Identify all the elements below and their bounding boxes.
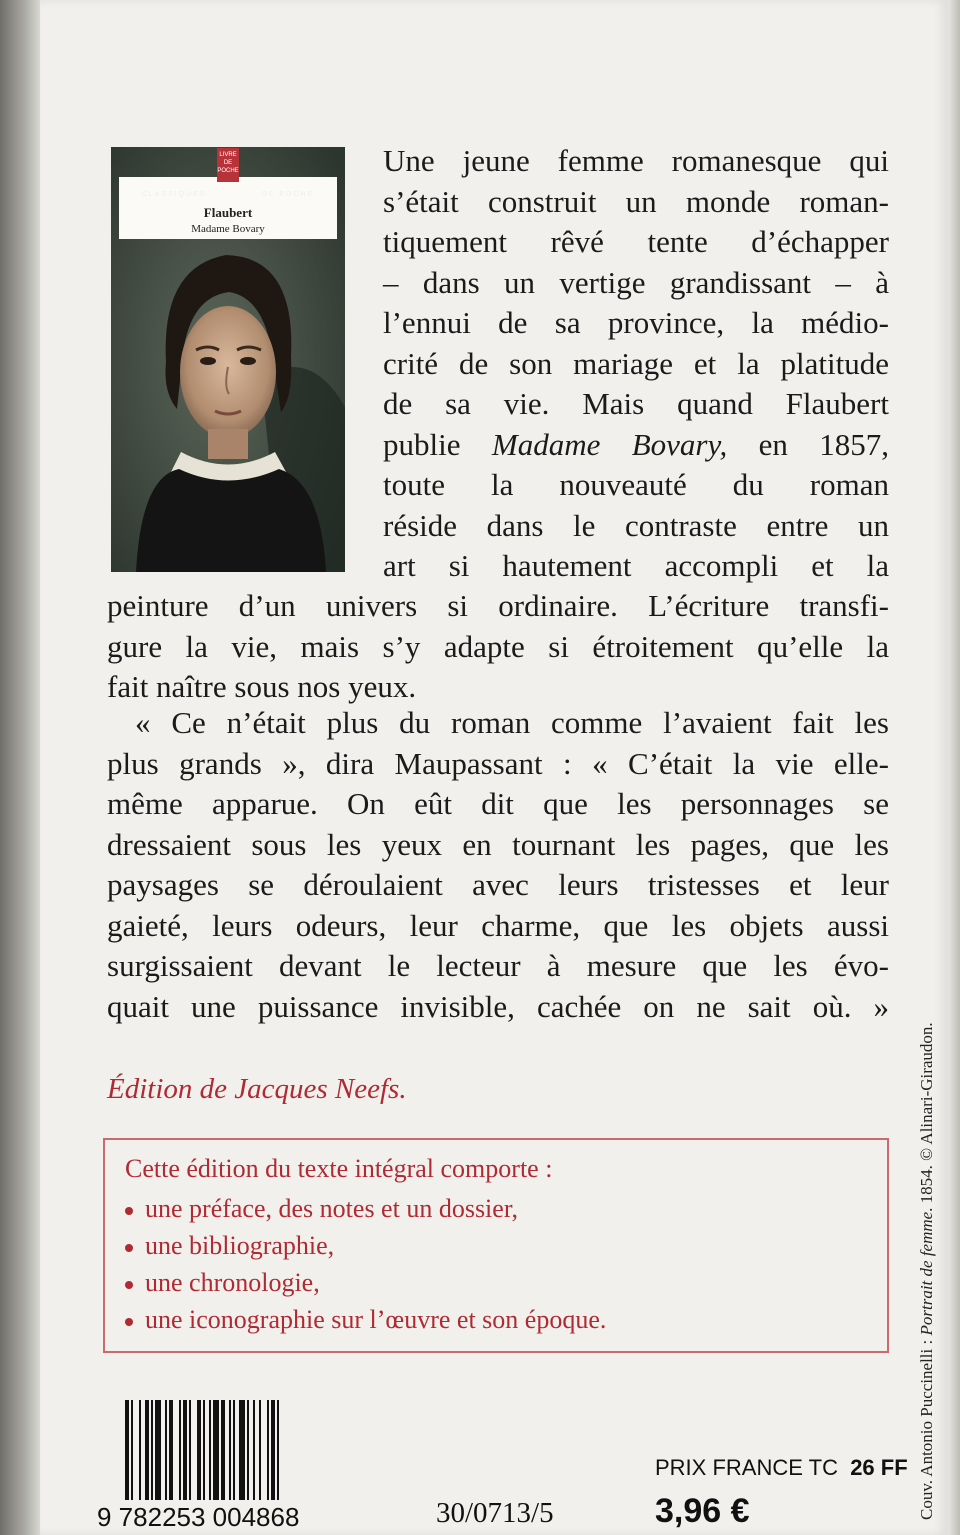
barcode-bar <box>179 1400 181 1500</box>
barcode-bar <box>169 1400 173 1500</box>
blurb-line: de sa vie. Mais quand Flaubert <box>383 386 889 421</box>
quote-line: même apparue. On eût dit que les personnages se <box>107 786 889 821</box>
blurb-line: publie Madame Bovary, en 1857, <box>383 426 890 462</box>
barcode-bar <box>197 1400 201 1500</box>
blurb-line: gure la vie, mais s’y adapte si étroitement qu’elle la <box>107 628 889 664</box>
contents-intro: Cette édition du texte intégral comporte : <box>125 1154 553 1183</box>
publisher-logo: LIVRE DE POCHE <box>217 148 239 182</box>
barcode <box>125 1400 365 1500</box>
contents-box <box>103 1138 889 1353</box>
cover-credit: Couv. Antonio Puccinelli : Portrait de femme. 1854. © Alinari-Giraudon. <box>917 1022 936 1520</box>
barcode-bar <box>213 1400 219 1500</box>
blurb-line: Une jeune femme romanesque qui <box>383 143 889 178</box>
blurb-line: fait naître sous nos yeux. <box>107 669 417 704</box>
barcode-bar <box>155 1400 161 1500</box>
barcode-bar <box>267 1400 269 1500</box>
cover-thumbnail <box>111 147 345 572</box>
barcode-bar <box>253 1400 255 1500</box>
barcode-bar <box>189 1400 191 1500</box>
blurb-line: – dans un vertige grandissant – à <box>383 264 889 300</box>
series-name: CLASSIQUES DE POCHE <box>141 191 315 198</box>
barcode-bar <box>247 1400 249 1500</box>
barcode-bar <box>203 1400 205 1500</box>
blurb-line: l’ennui de sa province, la médio- <box>383 305 889 340</box>
book-title-italic: Madame Bovary, <box>491 426 728 462</box>
barcode-bar <box>209 1400 211 1500</box>
quote-line: quait une puissance invisible, cachée on ne sait où. » <box>107 988 889 1024</box>
barcode-bar <box>125 1400 129 1500</box>
barcode-bar <box>139 1400 141 1500</box>
barcode-bar <box>259 1400 261 1500</box>
quote-line: plus grands », dira Maupassant : « C’était la vie elle- <box>107 745 889 781</box>
quote-line: gaieté, leurs odeurs, leur charme, que les objets aussi <box>107 907 889 943</box>
barcode-bar <box>271 1400 275 1500</box>
catalog-code: 30/0713/5 <box>436 1497 554 1529</box>
page-edge <box>948 0 960 1535</box>
blurb-line: tiquement rêvé tente d’échapper <box>383 224 889 259</box>
blurb-line: toute la nouveauté du roman <box>383 467 889 502</box>
price: 3,96 € <box>655 1492 750 1530</box>
barcode-bar <box>221 1400 225 1500</box>
edition-note: Édition de Jacques Neefs. <box>107 1073 407 1105</box>
list-item: une préface, des notes et un dossier, <box>125 1190 606 1227</box>
thumbnail-title: Madame Bovary <box>191 223 265 235</box>
barcode-bar <box>131 1400 133 1500</box>
barcode-bar <box>229 1400 231 1500</box>
barcode-bar <box>183 1400 187 1500</box>
list-item: une chronologie, <box>125 1264 606 1301</box>
blurb-line: s’était construit un monde roman- <box>383 183 889 219</box>
blurb-line: art si hautement accompli et la <box>383 548 889 583</box>
blurb-continuation <box>107 586 889 708</box>
blurb-line: crité de son mariage et la platitude <box>383 345 889 381</box>
book-spine-edge <box>0 0 40 1535</box>
isbn-number: 9 782253 004868 <box>97 1502 300 1532</box>
barcode-bar <box>233 1400 235 1500</box>
quote-line: surgissaient devant le lecteur à mesure que les évo- <box>107 948 889 983</box>
quote-line: paysages se déroulaient avec leurs tristesses et leur <box>107 867 889 902</box>
maupassant-quote <box>107 703 889 1027</box>
list-item: une bibliographie, <box>125 1227 606 1264</box>
barcode-bar <box>151 1400 153 1500</box>
contents-list <box>125 1190 606 1338</box>
blurb-upper <box>383 141 889 587</box>
blurb-line: peinture d’un univers si ordinaire. L’écriture transfi- <box>107 588 889 623</box>
list-item: une iconographie sur l’œuvre et son époque. <box>125 1301 606 1338</box>
blurb-line: réside dans le contraste entre un <box>383 507 889 543</box>
quote-line: « Ce n’était plus du roman comme l’avaient fait les <box>135 705 889 740</box>
thumbnail-author: Flaubert <box>203 205 253 220</box>
quote-line: dressaient sous les yeux en tournant les pages, que les <box>107 826 889 862</box>
price-label: PRIX FRANCE TC 26 FF <box>655 1455 908 1480</box>
barcode-bar <box>277 1400 279 1500</box>
barcode-bar <box>145 1400 149 1500</box>
barcode-bar <box>165 1400 167 1500</box>
barcode-bar <box>239 1400 245 1500</box>
